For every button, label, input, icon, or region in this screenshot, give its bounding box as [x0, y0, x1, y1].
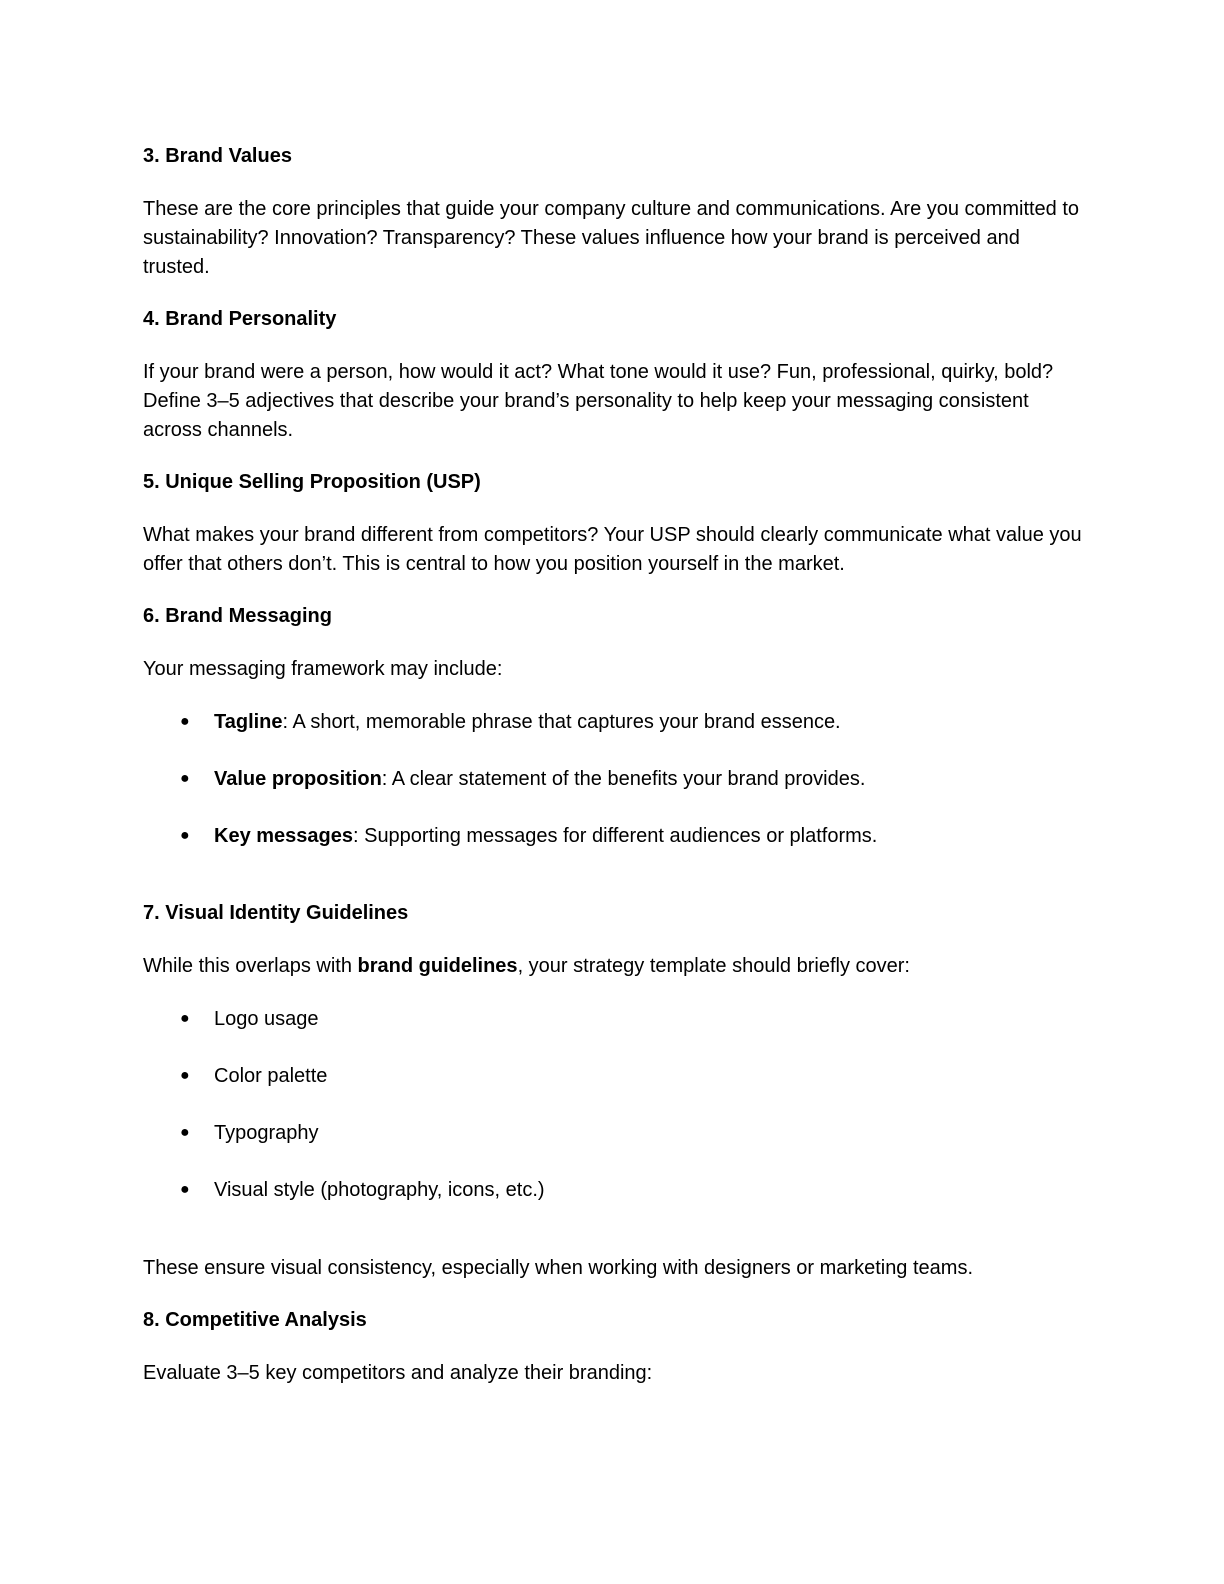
list-item [143, 1119, 1083, 1147]
section-heading-usp: 5. Unique Selling Proposition (USP) [143, 471, 481, 493]
list-item-text: Logo usage [214, 1008, 319, 1030]
bullet-icon: ● [180, 713, 190, 730]
brand-messaging-list [143, 708, 1083, 850]
list-item-description: : A clear statement of the benefits your brand provides. [381, 768, 866, 790]
list-item-text: Visual style (photography, icons, etc.) [214, 1179, 545, 1201]
list-item-description: : A short, memorable phrase that captures your brand essence. [282, 711, 841, 733]
list-item-term: Key messages [214, 825, 353, 847]
document-page [143, 143, 1083, 1388]
list-item-term: Tagline [214, 711, 283, 733]
brand-messaging-intro: Your messaging framework may include: [143, 658, 503, 680]
visual-identity-intro [143, 952, 1083, 981]
section-heading-brand-personality: 4. Brand Personality [143, 308, 337, 330]
list-item-term: Value proposition [214, 768, 382, 790]
intro-text-before: While this overlaps with [143, 955, 358, 977]
section-heading-brand-values: 3. Brand Values [143, 145, 292, 167]
section-heading-brand-messaging: 6. Brand Messaging [143, 605, 332, 627]
list-item [143, 1176, 1083, 1204]
list-item-text: Typography [214, 1122, 319, 1144]
list-item-text: Color palette [214, 1065, 328, 1087]
bullet-icon: ● [180, 827, 190, 844]
list-item [143, 822, 1083, 850]
list-item [143, 765, 1083, 793]
brand-personality-paragraph: If your brand were a person, how would it act? What tone would it use? Fun, professional, quirky, bold? Define 3–5 adjectives that describe your brand’s personality to help keep your messaging consistent across channels. [143, 361, 1054, 441]
list-item [143, 708, 1083, 736]
bullet-icon: ● [180, 1124, 190, 1141]
intro-text-bold: brand guidelines [357, 955, 518, 977]
bullet-icon: ● [180, 1010, 190, 1027]
intro-text-after: , your strategy template should briefly cover: [517, 955, 910, 977]
bullet-icon: ● [180, 1067, 190, 1084]
competitive-analysis-intro: Evaluate 3–5 key competitors and analyze their branding: [143, 1362, 653, 1384]
bullet-icon: ● [180, 1181, 190, 1198]
brand-values-paragraph: These are the core principles that guide your company culture and communications. Are you committed to sustainability? Innovation? Transparency? These values influence how your brand is perceived and trusted. [143, 198, 1080, 278]
bullet-icon: ● [180, 770, 190, 787]
list-item-description: : Supporting messages for different audiences or platforms. [352, 825, 878, 847]
section-heading-competitive-analysis: 8. Competitive Analysis [143, 1309, 367, 1331]
usp-paragraph: What makes your brand different from competitors? Your USP should clearly communicate what value you offer that others don’t. This is central to how you position yourself in the market. [143, 524, 1082, 575]
list-item [143, 1062, 1083, 1090]
section-heading-visual-identity: 7. Visual Identity Guidelines [143, 902, 409, 924]
list-item [143, 1005, 1083, 1033]
visual-identity-outro: These ensure visual consistency, especially when working with designers or marketing teams. [143, 1257, 974, 1279]
visual-identity-list [143, 1005, 1083, 1204]
